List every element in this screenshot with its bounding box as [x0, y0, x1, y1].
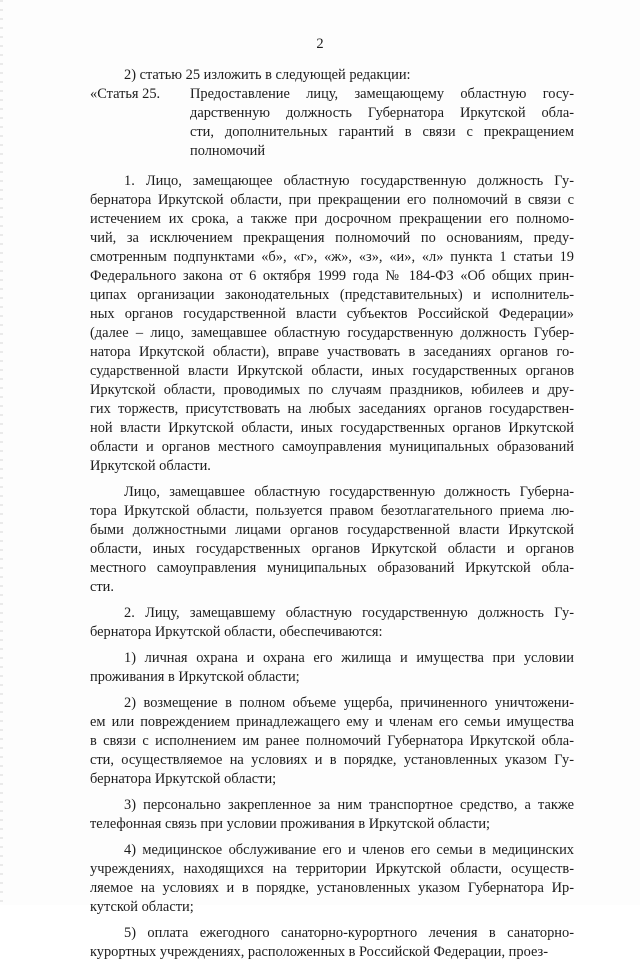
paragraph-1-line: ной власти Иркутской области, иных государственных органов Иркутской: [90, 420, 574, 436]
item-2-line: ем или повреждением принадлежащего ему и членам его семьи имущества: [90, 714, 574, 730]
item-3: [90, 796, 574, 834]
paragraph-3: [90, 604, 574, 642]
paragraphs: [90, 172, 574, 962]
paragraph-1-line: гих торжеств, присутствовать на любых заседаниях органов государствен-: [90, 401, 574, 417]
paragraph-1-line: Иркутской области.: [90, 458, 211, 474]
item-1: [90, 649, 574, 687]
scan-edge-artifact: [0, 0, 3, 905]
item-3-line: 3) персонально закрепленное за ним транспортное средство, а также: [124, 797, 574, 813]
article-title: [190, 85, 574, 161]
item-4: [90, 841, 574, 917]
item-2-line: сти, осуществляемое на условиях и в порядке, установленных указом Гу-: [90, 752, 574, 768]
article-heading: [90, 85, 574, 161]
paragraph-2: [90, 483, 574, 597]
paragraph-1-line: чий, за исключением прекращения полномочий по основаниям, преду-: [90, 230, 574, 246]
paragraph-1-line: Федерального закона от 6 октября 1999 года № 184-ФЗ «Об общих прин-: [90, 268, 574, 284]
paragraph-1-line: (далее – лицо, замещавшее областную государственную должность Губер-: [90, 325, 574, 341]
item-1-line: 1) личная охрана и охрана его жилища и имущества при условии: [124, 650, 574, 666]
paragraph-2-line: Лицо, замещавшее областную государственную должность Губерна-: [124, 484, 574, 500]
item-4-line: 4) медицинское обслуживание его и членов его семьи в медицинских: [124, 842, 574, 858]
intro-line: 2) статью 25 изложить в следующей редакции:: [124, 67, 411, 83]
item-5: [90, 924, 574, 962]
item-2-line: бернатора Иркутской области;: [90, 771, 277, 787]
paragraph-1-line: 1. Лицо, замещающее областную государственную должность Гу-: [124, 173, 574, 189]
article-title-line: Предоставление лицу, замещающему областную госу-: [190, 86, 574, 102]
paragraph-3-line: бернатора Иркутской области, обеспечиваются:: [90, 624, 383, 640]
paragraph-1: [90, 172, 574, 476]
paragraph-2-line: тора Иркутской области, пользуется правом безотлагательного приема лю-: [90, 503, 574, 519]
paragraph-1-line: Иркутской области, проводимых по случаям праздников, юбилеев и дру-: [90, 382, 574, 398]
item-4-line: кутской области;: [90, 899, 194, 915]
article-title-line: сти, дополнительных гарантий в связи с прекращением: [190, 124, 574, 140]
paragraph-1-line: бернатора Иркутской области, при прекращении его полномочий в связи с: [90, 192, 574, 208]
document-body: [90, 66, 574, 962]
item-5-line: 5) оплата ежегодного санаторно-курортного лечения в санаторно-: [124, 925, 574, 941]
item-5-line: курортных учреждениях, расположенных в Российской Федерации, проез-: [90, 944, 548, 960]
item-4-line: учреждениях, находящихся на территории Иркутской области, осуществ-: [90, 861, 574, 877]
paragraph-2-line: области, иных государственных органов Иркутской области и органов: [90, 541, 574, 557]
paragraph-3-line: 2. Лицу, замещавшему областную государственную должность Гу-: [124, 605, 574, 621]
item-3-line: телефонная связь при условии проживания в Иркутской области;: [90, 816, 491, 832]
article-title-line: полномочий: [190, 143, 266, 159]
item-2-line: в связи с исполнением им ранее полномочий Губернатора Иркутской обла-: [90, 733, 574, 749]
page-number: 2: [316, 36, 324, 52]
paragraph-2-line: местного самоуправления муниципальных образований Иркутской обла-: [90, 560, 574, 576]
paragraph-1-line: ципах организации законодательных (представительных) и исполнитель-: [90, 287, 574, 303]
paragraph-1-line: сударственной власти Иркутской области, иных государственных органов: [90, 363, 574, 379]
article-label: «Статья 25.: [90, 86, 161, 102]
item-2-line: 2) возмещение в полном объеме ущерба, причиненного уничтожени-: [124, 695, 574, 711]
paragraph-1-line: смотренным подпунктами «б», «г», «ж», «з», «и», «л» пункта 1 статьи 19: [90, 249, 574, 265]
paragraph-2-line: сти.: [90, 579, 114, 595]
item-2: [90, 694, 574, 789]
article-title-line: дарственную должность Губернатора Иркутской обла-: [190, 105, 574, 121]
paragraph-2-line: быми должностными лицами органов государственной власти Иркутской: [90, 522, 574, 538]
item-1-line: проживания в Иркутской области;: [90, 669, 300, 685]
paragraph-1-line: ных органов государственной власти субъектов Российской Федерации»: [90, 306, 574, 322]
item-4-line: ляемое на условиях и в порядке, установленных указом Губернатора Ир-: [90, 880, 574, 896]
paragraph-1-line: натора Иркутской области), вправе участвовать в заседаниях органов го-: [90, 344, 574, 360]
paragraph-1-line: области и органов местного самоуправления муниципальных образований: [90, 439, 574, 455]
paragraph-1-line: истечением их срока, а также при досрочном прекращении его полномо-: [90, 211, 574, 227]
